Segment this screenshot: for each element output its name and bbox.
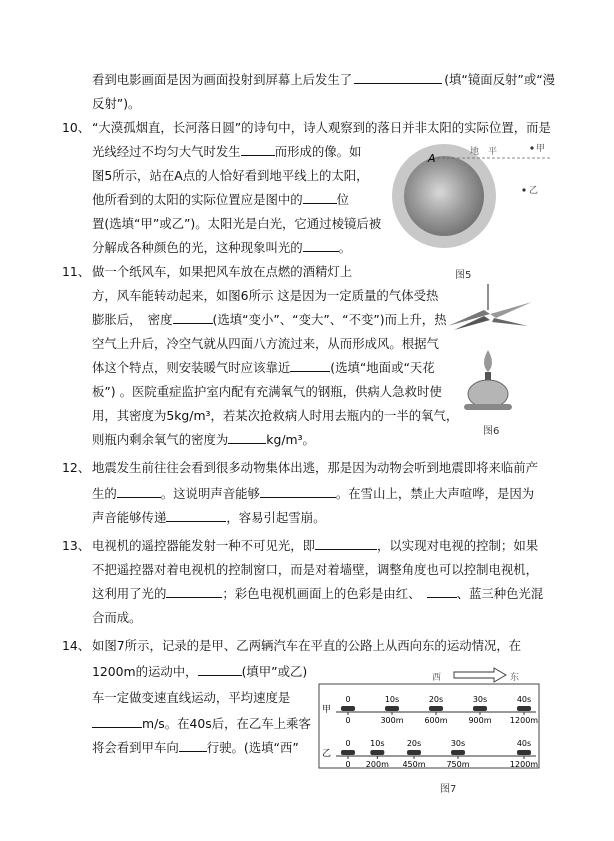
- car-yi-label: 乙: [322, 749, 332, 759]
- q13-line2: 不把遥控器对着电视机的控制窗口，而是对着墙壁，调整角度也可以控制电视机，: [92, 562, 539, 577]
- q13-blank-2[interactable]: [166, 586, 222, 598]
- q11-blank-1[interactable]: [173, 312, 213, 324]
- q11-line5: 体这个特点，则安装暖气时应该靠近 (选填“地面或“天花: [92, 360, 435, 375]
- figure-5-earth-horizon: [392, 140, 554, 275]
- q12-line3: 声音能够传递 ，容易引起雪崩。: [92, 510, 326, 525]
- q14-blank-2[interactable]: [92, 716, 142, 728]
- yi-dist-0: 0: [345, 760, 351, 769]
- q14-blank-3[interactable]: [179, 740, 207, 752]
- q14-number: 14、: [62, 638, 91, 653]
- q10-blank-2[interactable]: [303, 192, 337, 204]
- jia-dist-4: 1200m: [509, 716, 539, 725]
- q14-line5: 将会看到甲车向 行驶。(选填“西”: [92, 740, 299, 755]
- yi-dist-4: 1200m: [509, 760, 539, 769]
- yi-car-2: [407, 750, 421, 755]
- q14-line1: 14、 如图7所示，记录的是甲、乙两辆汽车在平直的公路上从西向东的运动情况，在: [62, 638, 522, 653]
- q13-number: 13、: [62, 538, 91, 553]
- figure-6-pinwheel-lamp: [444, 280, 536, 420]
- yi-car-4: [517, 750, 531, 755]
- yi-time-1: 10s: [370, 739, 385, 748]
- q10-blank-3[interactable]: [303, 240, 339, 252]
- q10-line5: 置(选填“甲”或乙”)。太阳光是白光，它通过棱镜后被: [92, 216, 382, 231]
- q11-line2: 方，风车能转动起来，如图6所示 这是因为一定质量的气体受热: [92, 288, 439, 303]
- jia-time-0: 0: [345, 695, 351, 704]
- yi-car-3: [451, 750, 465, 755]
- q11-line8: 则瓶内剩余氧气的密度为 kg/m³。: [92, 432, 315, 447]
- figure-6-caption: 图6: [483, 426, 500, 437]
- east-arrow: [454, 668, 506, 682]
- q9-line2: 反射”)。: [92, 96, 141, 111]
- jia-time-1: 10s: [384, 695, 400, 704]
- fig5-label-yi: 乙: [529, 186, 539, 196]
- fig7-east-label: 东: [510, 673, 520, 683]
- fig7-west-label: 西: [432, 673, 442, 683]
- yi-time-3: 30s: [450, 739, 466, 748]
- yi-time-4: 40s: [516, 739, 532, 748]
- q12-blank-3[interactable]: [166, 510, 226, 522]
- alcohol-lamp-body: [468, 380, 508, 408]
- q11-blank-2[interactable]: [290, 360, 330, 372]
- q12-line1: 12、 地震发生前往往会看到很多动物集体出逃，那是因为动物会听到地震即将来临前产: [62, 460, 539, 475]
- jia-car-2: [429, 706, 443, 711]
- q13-line4: 合而成。: [92, 610, 142, 625]
- q11-blank-3[interactable]: [228, 432, 266, 444]
- jia-dist-2: 600m: [424, 716, 448, 725]
- fig5-label-horizon: 地 平: [470, 147, 498, 157]
- jia-car-0: [341, 706, 355, 711]
- q10-line2: 光线经过不均匀大气时发生 而形成的像。如: [92, 144, 362, 159]
- q10-line4: 他所看到的太阳的实际位置应是图中的 位: [92, 192, 350, 207]
- car-yi-row: [322, 739, 538, 769]
- yi-dist-1: 200m: [365, 760, 389, 769]
- q11-number: 11、: [62, 264, 91, 279]
- jia-time-4: 40s: [516, 695, 532, 704]
- q10-line1: 10、 “大漠孤烟直，长河落日圆”的诗句中，诗人观察到的落日并非太阳的实际位置，而是: [62, 120, 551, 135]
- yi-car-1: [370, 750, 384, 755]
- jia-car-1: [385, 706, 399, 711]
- q10-number: 10、: [62, 120, 91, 135]
- earth-globe: [404, 156, 484, 236]
- q14-line2: 1200m的运动中， (填甲”或乙): [92, 664, 308, 679]
- jia-dist-3: 900m: [468, 716, 492, 725]
- figure-5-caption: 图5: [455, 270, 472, 281]
- jia-time-2: 20s: [428, 695, 444, 704]
- pinwheel-blade-2: [490, 302, 532, 318]
- pinwheel-blade-4: [492, 318, 528, 326]
- q12-number: 12、: [62, 460, 91, 475]
- sun-position-yi: [522, 188, 525, 191]
- q11-line4: 空气上升后，冷空气就从四面八方流过来，从而形成风。根据气: [92, 336, 439, 351]
- q14-line3: 车一定做变速直线运动，平均速度是: [92, 690, 291, 705]
- q14-blank-1[interactable]: [198, 664, 242, 676]
- q12-line2: 生的 。这说明声音能够 。在雪山上，禁止大声喧哗，是因为: [92, 486, 535, 501]
- q10-line6: 分解成各种颜色的光，这种现象叫光的 。: [92, 240, 352, 255]
- yi-car-0: [341, 750, 355, 755]
- lamp-wick: [485, 372, 491, 380]
- q11-line3: 膨胀后， 密度 (选填“变小”、“变大”、“不变”)而上升，热: [92, 312, 447, 327]
- figure-7-car-motion: [318, 662, 542, 772]
- jia-time-3: 30s: [472, 695, 488, 704]
- q11-line7: 用，其密度为5kg/m³，若某次抢救病人时用去瓶内的一半的氧气，: [92, 408, 459, 423]
- q13-line1: 13、 电视机的遥控器能发射一种不可见光，即 ，以实现对电视的控制；如果: [62, 538, 539, 553]
- jia-car-3: [473, 706, 487, 711]
- figure-7-caption: 图7: [440, 784, 457, 795]
- lamp-flame: [484, 350, 492, 372]
- q10-blank-1[interactable]: [241, 144, 275, 156]
- car-jia-label: 甲: [322, 705, 332, 715]
- fig5-label-jia: 甲: [536, 144, 546, 154]
- q12-blank-1[interactable]: [117, 486, 161, 498]
- sun-position-jia: [530, 146, 533, 149]
- jia-car-4: [517, 706, 531, 711]
- yi-time-0: 0: [345, 739, 351, 748]
- jia-dist-0: 0: [345, 716, 351, 725]
- yi-time-2: 20s: [406, 739, 422, 748]
- car-jia-row: [322, 695, 538, 725]
- q10-line3: 图5所示，站在A点的人恰好看到地平线上的太阳，: [92, 168, 369, 183]
- q12-blank-2[interactable]: [260, 486, 336, 498]
- q13-blank-1[interactable]: [315, 538, 377, 550]
- q9-line1: 看到电影画面是因为画面投射到屏幕上后发生了 (填“镜面反射”或“漫: [92, 72, 556, 87]
- q14-line4: m/s。在40s后，在乙车上乘客: [92, 716, 311, 732]
- jia-dist-1: 300m: [380, 716, 404, 725]
- q13-blank-3[interactable]: [427, 586, 457, 598]
- alcohol-lamp-base: [464, 404, 512, 410]
- q11-line6: 板”) 。医院重症监护室内配有充满氧气的钢瓶，供病人急救时使: [92, 384, 442, 399]
- q13-line3: 这利用了光的 ；彩色电视机画面上的色彩是由红、 、蓝三种色光混: [92, 586, 544, 601]
- yi-dist-2: 450m: [402, 760, 426, 769]
- q11-line1: 11、 做一个纸风车，如果把风车放在点燃的酒精灯上: [62, 264, 353, 279]
- q9-blank[interactable]: [354, 72, 442, 84]
- fig5-label-A: A: [428, 152, 436, 165]
- yi-dist-3: 750m: [446, 760, 470, 769]
